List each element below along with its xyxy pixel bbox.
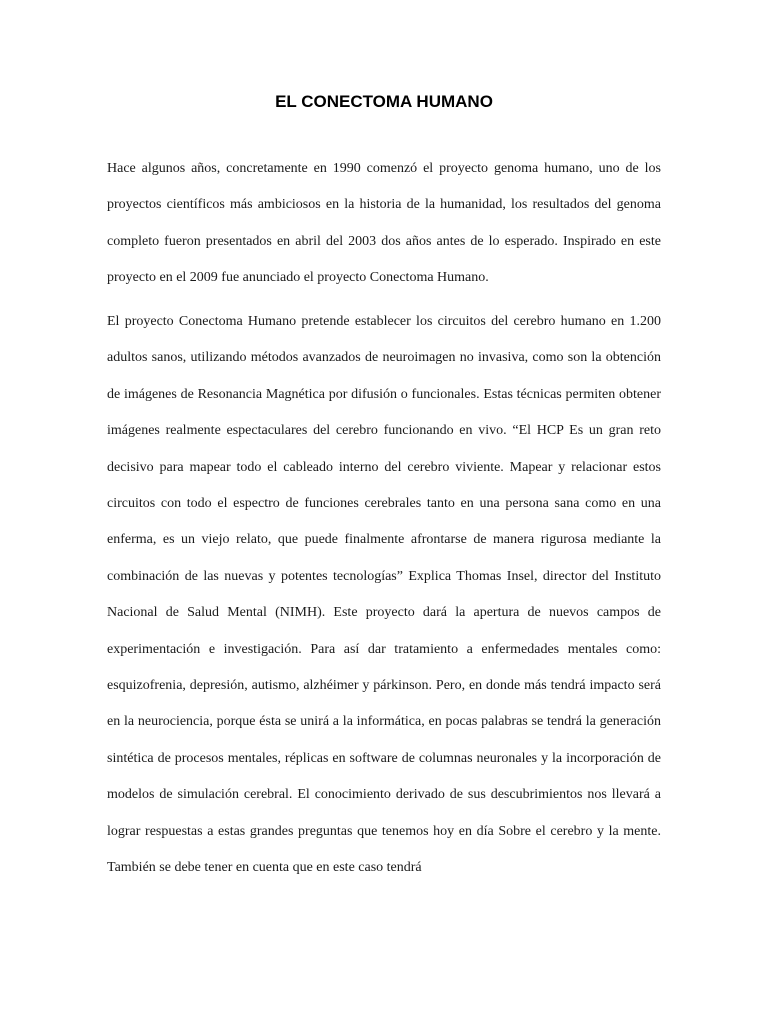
paragraph-intro: Hace algunos años, concretamente en 1990 comenzó el proyecto genoma humano, uno de los proyectos científicos más ambiciosos en la historia de la humanidad, los resultados del genoma completo fueron presentados en abril del 2003 dos años antes de lo esperado. Inspirado en este proyecto en el 2009 fue anunciado el proyecto Conectoma Humano.: [107, 161, 661, 286]
document-title: EL CONECTOMA HUMANO: [275, 92, 493, 111]
paragraph-conectoma: El proyecto Conectoma Humano pretende establecer los circuitos del cerebro humano en 1.200 adultos sanos, utilizando métodos avanzados de neuroimagen no invasiva, como son la obtención de imágenes de Resonancia Magnética por difusión o funcionales. Estas técnicas permiten obtener imágenes realmente espectaculares del cerebro funcionando en vivo. “El HCP Es un gran reto decisivo para mapear todo el cableado interno del cerebro viviente. Mapear y relacionar estos circuitos con todo el espectro de funciones cerebrales tanto en una persona sana como en una enferma, es un viejo relato, que puede finalmente afrontarse de manera rigurosa mediante la combinación de las nuevas y potentes tecnologías” Explica Thomas Insel, director del Instituto Nacional de Salud Mental (NIMH). Este proyecto dará la apertura de nuevos campos de experimentación e investigación. Para así dar tratamiento a enfermedades mentales como: esquizofrenia, depresión, autismo, alzhéimer y párkinson. Pero, en donde más tendrá impacto será en la neurociencia, porque ésta se unirá a la informática, en pocas palabras se tendrá la generación sintética de procesos mentales, réplicas en software de columnas neuronales y la incorporación de modelos de simulación cerebral. El conocimiento derivado de sus descubrimientos nos llevará a lograr respuestas a estas grandes preguntas que tenemos hoy en día Sobre el cerebro y la mente. También se debe tener en cuenta que en este caso tendrá: [107, 314, 661, 876]
